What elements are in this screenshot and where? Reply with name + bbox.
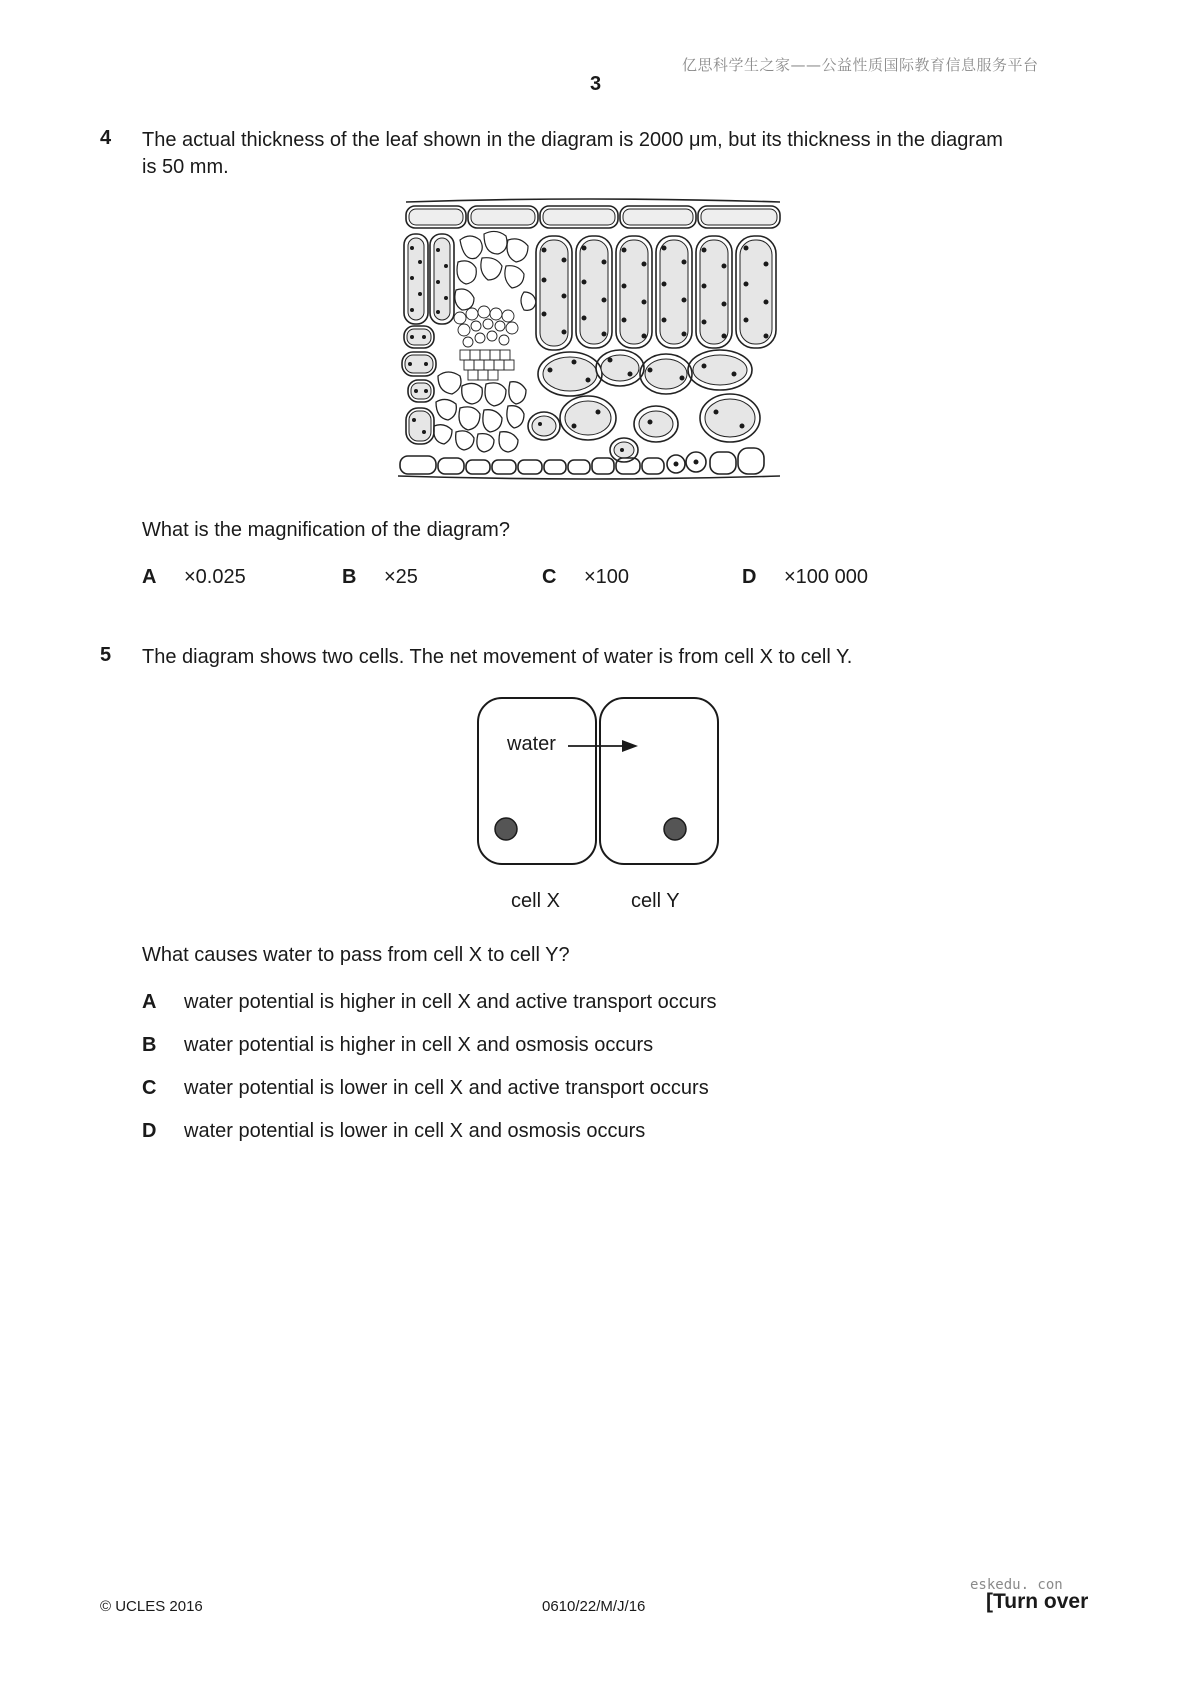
cell-x-outline xyxy=(478,698,596,864)
cell-y-outline xyxy=(600,698,718,864)
question-5-option-b-letter: B xyxy=(142,1034,157,1056)
cell-y-nucleus xyxy=(664,818,686,840)
question-5-option-c-text: water potential is lower in cell X and active transport occurs xyxy=(184,1077,709,1099)
question-5-prompt: What causes water to pass from cell X to cell Y? xyxy=(142,944,570,966)
two-cells-diagram xyxy=(476,696,722,868)
question-4-option-d-text: ×100 000 xyxy=(784,566,868,588)
header-watermark: 亿思科学生之家——公益性质国际教育信息服务平台 xyxy=(682,56,1039,74)
question-5-number: 5 xyxy=(100,644,112,666)
turn-over-label: [Turn over xyxy=(986,1590,1089,1613)
question-4-option-a-letter: A xyxy=(142,566,157,588)
copyright: © UCLES 2016 xyxy=(100,1598,203,1615)
question-4-stem xyxy=(142,127,1102,181)
question-5-stem: The diagram shows two cells. The net movement of water is from cell X to cell Y. xyxy=(142,646,853,668)
question-4-stem-line2: is 50 mm. xyxy=(142,156,229,178)
paper-code: 0610/22/M/J/16 xyxy=(542,1598,646,1615)
footer-watermark: eskedu. con xyxy=(970,1577,1063,1593)
question-5-option-d-text: water potential is lower in cell X and osmosis occurs xyxy=(184,1120,646,1142)
question-4-option-c-text: ×100 xyxy=(584,566,630,588)
question-5-option-c-letter: C xyxy=(142,1077,157,1099)
question-4-stem-line1: The actual thickness of the leaf shown in the diagram is 2000 μm, but its thickness in the diagram xyxy=(142,129,1003,151)
question-4-option-a-text: ×0.025 xyxy=(184,566,246,588)
question-4-option-c-letter: C xyxy=(542,566,557,588)
question-5-option-d-letter: D xyxy=(142,1120,157,1142)
leaf-cross-section-diagram xyxy=(398,200,794,490)
question-4-option-d-letter: D xyxy=(742,566,757,588)
cell-x-nucleus xyxy=(495,818,517,840)
question-5-option-a-text: water potential is higher in cell X and active transport occurs xyxy=(184,991,717,1013)
question-5-option-a-letter: A xyxy=(142,991,157,1013)
question-4-number: 4 xyxy=(100,127,112,149)
water-arrow-label: water xyxy=(507,733,556,755)
water-arrow-head xyxy=(622,740,638,752)
question-4-prompt: What is the magnification of the diagram? xyxy=(142,519,510,541)
cell-y-label: cell Y xyxy=(631,890,680,912)
page-number: 3 xyxy=(589,73,602,95)
cell-x-label: cell X xyxy=(511,890,560,912)
question-5-option-b-text: water potential is higher in cell X and osmosis occurs xyxy=(184,1034,654,1056)
question-4-option-b-text: ×25 xyxy=(384,566,418,588)
question-4-option-b-letter: B xyxy=(342,566,357,588)
